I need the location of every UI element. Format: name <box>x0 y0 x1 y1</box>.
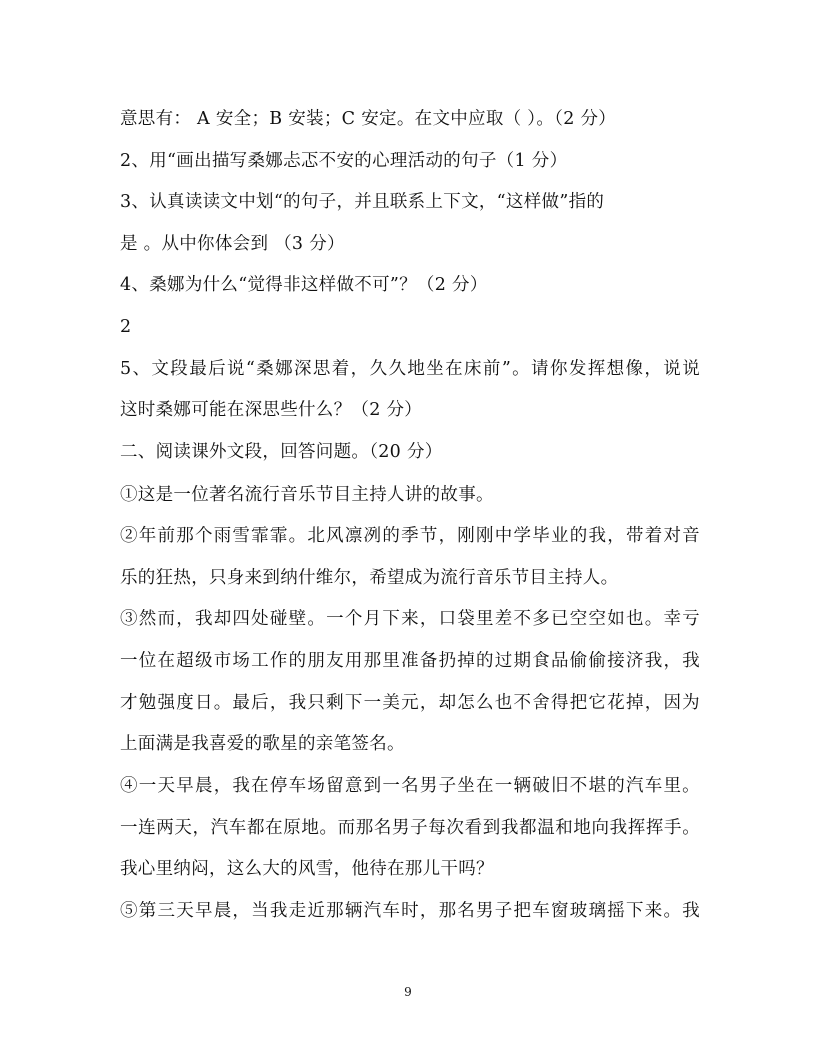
paragraph-4-line-3: 我心里纳闷，这么大的风雪，他待在那儿干吗？ <box>120 859 494 879</box>
paragraph-1: ①这是一位著名流行音乐节目主持人讲的故事。 <box>120 485 494 505</box>
text-line-4: 是 。从中你体会到 （3 分） <box>120 234 345 254</box>
paragraph-3-line-1: ③然而，我却四处碰壁。一个月下来，口袋里差不多已空空如也。幸亏 <box>120 609 700 629</box>
paragraph-3-line-4: 上面满是我喜爱的歌星的亲笔签名。 <box>120 734 405 754</box>
text-line-2: 2、用“画出描写桑娜忐忑不安的心理活动的句子（1 分） <box>120 151 568 171</box>
paragraph-2-line-1: ②年前那个雨雪霏霏。北风凛冽的季节，刚刚中学毕业的我，带着对音 <box>120 526 700 546</box>
text-line-7: 5、文段最后说“桑娜深思着，久久地坐在床前”。请你发挥想像，说说 <box>120 359 700 379</box>
section-heading: 二、阅读课外文段，回答问题。（20 分） <box>120 442 443 462</box>
paragraph-3-line-3: 才勉强度日。最后，我只剩下一美元，却怎么也不舍得把它花掉，因为 <box>120 693 700 713</box>
paragraph-3-line-2: 一位在超级市场工作的朋友用那里准备扔掉的过期食品偷偷接济我，我 <box>120 651 700 671</box>
paragraph-2-line-2: 乐的狂热，只身来到纳什维尔，希望成为流行音乐节目主持人。 <box>120 568 619 588</box>
text-line-5: 4、桑娜为什么“觉得非这样做不可”？（2 分） <box>120 275 488 295</box>
page-number: 9 <box>404 985 412 999</box>
text-line-1: 意思有： A 安全；B 安装；C 安定。在文中应取（ ）。（2 分） <box>120 109 617 129</box>
text-line-3: 3、认真读读文中划“的句子，并且联系上下文，“这样做”指的 <box>120 192 605 212</box>
paragraph-5-line-1: ⑤第三天早晨，当我走近那辆汽车时，那名男子把车窗玻璃摇下来。我 <box>120 901 700 921</box>
paragraph-4-line-2: 一连两天，汽车都在原地。而那名男子每次看到我都温和地向我挥挥手。 <box>120 818 700 838</box>
text-line-8: 这时桑娜可能在深思些什么？（2 分） <box>120 400 423 420</box>
text-line-6: 2 <box>120 317 132 337</box>
paragraph-4-line-1: ④一天早晨，我在停车场留意到一名男子坐在一辆破旧不堪的汽车里。 <box>120 776 700 796</box>
